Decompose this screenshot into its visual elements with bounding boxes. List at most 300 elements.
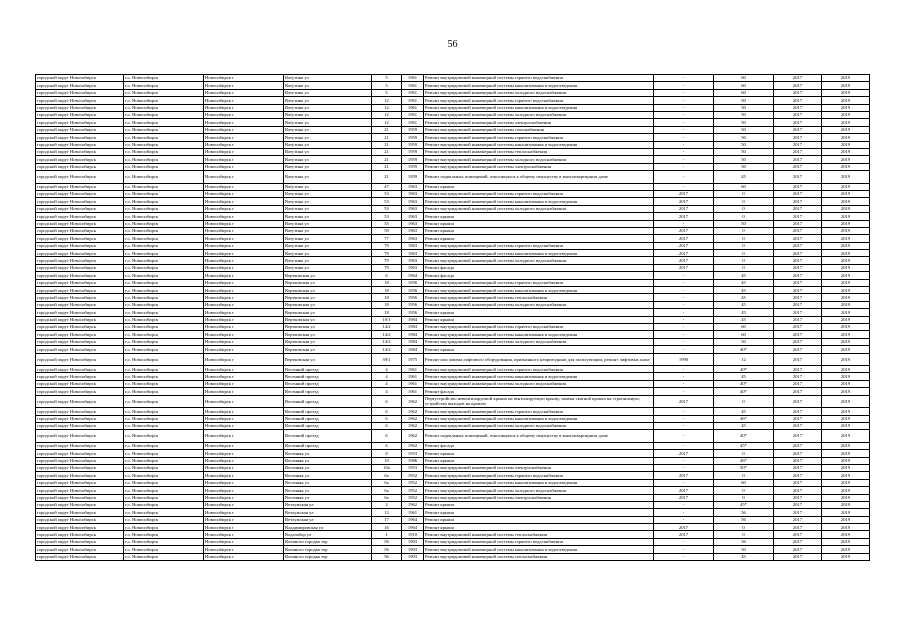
table-cell: Новосибирск г bbox=[204, 531, 284, 538]
table-cell: городской округ Новосибирск bbox=[36, 553, 124, 560]
table-cell: 2017 bbox=[774, 148, 822, 155]
table-cell: городской округ Новосибирск bbox=[36, 250, 124, 257]
table-cell: 45 bbox=[714, 279, 774, 286]
table-cell: 21 bbox=[372, 171, 402, 184]
table-cell: Новосибирск г bbox=[204, 89, 284, 96]
table-cell: 21 bbox=[372, 141, 402, 148]
table-cell: г.о. Новосибирск bbox=[124, 395, 204, 408]
table-cell: 2017 bbox=[654, 524, 714, 531]
table-cell: Ватутина ул bbox=[284, 257, 372, 264]
table-cell: г.о. Новосибирск bbox=[124, 294, 204, 301]
table-row bbox=[36, 272, 870, 279]
table-cell: Весенний проезд bbox=[284, 395, 372, 408]
table-cell: Новосибирск г bbox=[204, 148, 284, 155]
table-cell: 2017 bbox=[654, 198, 714, 205]
table-cell: Водозабор ул bbox=[284, 531, 372, 538]
table-cell: Весенний проезд bbox=[284, 415, 372, 422]
table-cell: Переустройство невентилируемой крыши на вентилируемую крышу, замена скатной кровли на стропильную, устройство выходов на кровлю bbox=[424, 395, 654, 408]
table-cell: Вертковская ул bbox=[284, 294, 372, 301]
table-cell: 1964 bbox=[402, 516, 424, 523]
table-cell: 59 bbox=[372, 227, 402, 234]
table-cell: 13 bbox=[372, 509, 402, 516]
table-cell: г.о. Новосибирск bbox=[124, 213, 204, 220]
table-cell: Ватутина ул bbox=[284, 82, 372, 89]
table-cell: Ремонт внутридомовой инженерной системы электроснабжения bbox=[424, 119, 654, 126]
table-cell: Новосибирск г bbox=[204, 227, 284, 234]
table-cell: г.о. Новосибирск bbox=[124, 141, 204, 148]
table-cell: 1964 bbox=[402, 272, 424, 279]
table-cell: 5 bbox=[372, 75, 402, 82]
table-cell: Вертковская ул bbox=[284, 279, 372, 286]
table-cell: 60 bbox=[714, 183, 774, 190]
table-cell: Ватутина ул bbox=[284, 242, 372, 249]
table-cell: 5 bbox=[372, 82, 402, 89]
table-cell: Весенняя ул bbox=[284, 457, 372, 464]
table-row bbox=[36, 531, 870, 538]
table-cell: Ремонт внутридомовой инженерной системы холодного водоснабжения bbox=[424, 338, 654, 345]
table-cell: 2019 bbox=[822, 395, 870, 408]
table-cell: 2017 bbox=[774, 190, 822, 197]
table-cell: - bbox=[654, 126, 714, 133]
table-cell: Ремонт крыши bbox=[424, 516, 654, 523]
table-cell: 1963 bbox=[402, 220, 424, 227]
table-cell: 0 bbox=[714, 472, 774, 479]
table-row bbox=[36, 316, 870, 323]
table-cell: Ремонт внутридомовой инженерной системы холодного водоснабжения bbox=[424, 257, 654, 264]
table-cell: 56 bbox=[714, 509, 774, 516]
table-cell: городской округ Новосибирск bbox=[36, 213, 124, 220]
table-cell: 2017 bbox=[774, 183, 822, 190]
table-cell: 60 bbox=[714, 89, 774, 96]
table-cell: 1963 bbox=[402, 213, 424, 220]
table-cell: 1961 bbox=[402, 111, 424, 118]
table-cell: г.о. Новосибирск bbox=[124, 183, 204, 190]
table-cell: 2017 bbox=[774, 119, 822, 126]
table-cell: 2017 bbox=[774, 250, 822, 257]
table-cell: Новосибирск г bbox=[204, 415, 284, 422]
table-row bbox=[36, 509, 870, 516]
table-cell: Новосибирск г bbox=[204, 141, 284, 148]
table-cell: - bbox=[654, 141, 714, 148]
table-cell: - bbox=[654, 82, 714, 89]
table-cell: 2017 bbox=[774, 264, 822, 271]
table-cell: 2017 bbox=[774, 227, 822, 234]
table-cell: 1984 bbox=[402, 338, 424, 345]
table-cell: 2017 bbox=[774, 213, 822, 220]
table-cell: 50 bbox=[714, 338, 774, 345]
table-cell: 2017 bbox=[774, 487, 822, 494]
table-cell: Ремонт внутридомовой инженерной системы теплоснабжения bbox=[424, 294, 654, 301]
table-cell: городской округ Новосибирск bbox=[36, 338, 124, 345]
table-cell: 1959 bbox=[402, 148, 424, 155]
table-cell: 1961 bbox=[402, 119, 424, 126]
table-cell: 1984 bbox=[402, 316, 424, 323]
table-cell: Ватутина ул bbox=[284, 183, 372, 190]
table-cell: Ремонт фасада bbox=[424, 264, 654, 271]
table-cell: 2017 bbox=[654, 395, 714, 408]
table-cell: г.о. Новосибирск bbox=[124, 472, 204, 479]
table-row bbox=[36, 366, 870, 373]
table-cell: Ремонт внутридомовой инженерной системы горячего водоснабжения bbox=[424, 279, 654, 286]
table-cell: г.о. Новосибирск bbox=[124, 257, 204, 264]
table-cell: 50 bbox=[714, 111, 774, 118]
table-cell: Новосибирск г bbox=[204, 287, 284, 294]
table-cell: 0 bbox=[714, 213, 774, 220]
table-row bbox=[36, 331, 870, 338]
table-cell: городской округ Новосибирск bbox=[36, 516, 124, 523]
table-cell: 1962 bbox=[402, 415, 424, 422]
table-row bbox=[36, 487, 870, 494]
table-cell: городской округ Новосибирск bbox=[36, 395, 124, 408]
table-row bbox=[36, 309, 870, 316]
table-cell: 2019 bbox=[822, 338, 870, 345]
table-cell: 2019 bbox=[822, 134, 870, 141]
table-cell: 2017 bbox=[654, 242, 714, 249]
table-cell: г.о. Новосибирск bbox=[124, 134, 204, 141]
table-cell: Ремонт внутридомовой инженерной системы холодного водоснабжения bbox=[424, 422, 654, 429]
table-cell: - bbox=[654, 119, 714, 126]
table-cell: Вертковская ул bbox=[284, 301, 372, 308]
table-cell: Новосибирск г bbox=[204, 516, 284, 523]
table-cell: г.о. Новосибирск bbox=[124, 104, 204, 111]
table-cell: 10 bbox=[372, 457, 402, 464]
table-cell: г.о. Новосибирск bbox=[124, 171, 204, 184]
table-cell: 0 bbox=[714, 487, 774, 494]
table-cell: 2017 bbox=[774, 509, 822, 516]
table-cell: Ремонт крыши bbox=[424, 183, 654, 190]
table-cell: г.о. Новосибирск bbox=[124, 373, 204, 380]
table-cell: городской округ Новосибирск bbox=[36, 111, 124, 118]
table-cell: 1984 bbox=[402, 324, 424, 331]
table-row bbox=[36, 104, 870, 111]
table-cell: г.о. Новосибирск bbox=[124, 75, 204, 82]
table-cell: г.о. Новосибирск bbox=[124, 148, 204, 155]
table-cell: 1961 bbox=[402, 89, 424, 96]
table-cell: 2017 bbox=[654, 205, 714, 212]
table-cell: Ремонт внутридомовой инженерной системы холодного водоснабжения bbox=[424, 205, 654, 212]
table-cell: 2019 bbox=[822, 235, 870, 242]
table-cell: 6 bbox=[372, 408, 402, 415]
table-cell: 1910 bbox=[402, 531, 424, 538]
table-cell: 1962 bbox=[402, 430, 424, 443]
table-cell: городской округ Новосибирск bbox=[36, 119, 124, 126]
table-cell: Новосибирск г bbox=[204, 501, 284, 508]
table-cell: Весенний проезд bbox=[284, 388, 372, 395]
table-cell: 2017 bbox=[654, 450, 714, 457]
table-cell: городской округ Новосибирск bbox=[36, 422, 124, 429]
table-cell: Ремонт внутридомовой инженерной системы канализования и водоотведения bbox=[424, 141, 654, 148]
table-row bbox=[36, 388, 870, 395]
table-cell: - bbox=[654, 501, 714, 508]
table-cell: 0 bbox=[714, 450, 774, 457]
table-row bbox=[36, 380, 870, 387]
table-row bbox=[36, 190, 870, 197]
table-cell: Вертковская ул bbox=[284, 353, 372, 366]
table-cell: городской округ Новосибирск bbox=[36, 171, 124, 184]
table-cell: Ремонт внутридомовой инженерной системы холодного водоснабжения bbox=[424, 487, 654, 494]
table-cell: 2019 bbox=[822, 287, 870, 294]
table-row bbox=[36, 183, 870, 190]
table-cell: 1956 bbox=[402, 301, 424, 308]
table-cell: Ватутина ул bbox=[284, 264, 372, 271]
table-cell: Новосибирск г bbox=[204, 487, 284, 494]
table-cell: - bbox=[654, 346, 714, 353]
table-cell: Ремонт внутридомовой инженерной системы канализования и водоотведения bbox=[424, 331, 654, 338]
table-cell: 2019 bbox=[822, 97, 870, 104]
table-cell: 2019 bbox=[822, 89, 870, 96]
table-row bbox=[36, 119, 870, 126]
table-cell: городской округ Новосибирск bbox=[36, 479, 124, 486]
table-cell: 2017 bbox=[774, 126, 822, 133]
table-cell: 0 bbox=[714, 198, 774, 205]
table-cell: городской округ Новосибирск bbox=[36, 415, 124, 422]
table-cell: 45 bbox=[714, 309, 774, 316]
table-body bbox=[36, 75, 870, 561]
table-cell: - bbox=[654, 287, 714, 294]
table-cell: 2017 bbox=[654, 257, 714, 264]
table-cell: Весенняя ул bbox=[284, 464, 372, 471]
table-cell: 2017 bbox=[774, 309, 822, 316]
table-cell: 12 bbox=[714, 353, 774, 366]
table-cell: Ремонт внутридомовой инженерной системы холодного водоснабжения bbox=[424, 89, 654, 96]
table-cell: 56 bbox=[714, 516, 774, 523]
table-cell: г.о. Новосибирск bbox=[124, 235, 204, 242]
table-cell: 1963 bbox=[402, 242, 424, 249]
table-row bbox=[36, 415, 870, 422]
table-cell: - bbox=[654, 415, 714, 422]
table-cell: 14/2 bbox=[372, 338, 402, 345]
table-cell: - bbox=[654, 388, 714, 395]
table-cell: г.о. Новосибирск bbox=[124, 450, 204, 457]
table-row bbox=[36, 395, 870, 408]
table-cell: 4 bbox=[372, 373, 402, 380]
table-cell: 0 bbox=[714, 257, 774, 264]
table-cell: - bbox=[654, 464, 714, 471]
table-cell: 2017 bbox=[774, 104, 822, 111]
table-cell: Ватутина ул bbox=[284, 250, 372, 257]
table-cell: городской округ Новосибирск bbox=[36, 430, 124, 443]
table-cell: 1956 bbox=[402, 309, 424, 316]
table-cell: 1952 bbox=[402, 487, 424, 494]
table-cell: 1961 bbox=[402, 373, 424, 380]
table-cell: Новосибирск г bbox=[204, 338, 284, 345]
table-row bbox=[36, 472, 870, 479]
table-cell: Владимировская ул bbox=[284, 524, 372, 531]
table-cell: 2019 bbox=[822, 422, 870, 429]
table-cell: г.о. Новосибирск bbox=[124, 457, 204, 464]
table-cell: 2019 bbox=[822, 531, 870, 538]
table-cell: г.о. Новосибирск bbox=[124, 287, 204, 294]
table-cell: Ватутина ул bbox=[284, 119, 372, 126]
table-cell: - bbox=[654, 373, 714, 380]
table-cell: 1903 bbox=[402, 538, 424, 545]
table-cell: Военного городка тер bbox=[284, 553, 372, 560]
table-cell: 1956 bbox=[402, 279, 424, 286]
table-cell: 1962 bbox=[402, 408, 424, 415]
table-cell: 2017 bbox=[774, 235, 822, 242]
table-cell: 50 bbox=[714, 126, 774, 133]
table-cell: городской округ Новосибирск bbox=[36, 294, 124, 301]
table-cell: Ремонт внутридомовой инженерной системы канализования и водоотведения bbox=[424, 82, 654, 89]
table-cell: 21 bbox=[372, 163, 402, 170]
table-row bbox=[36, 126, 870, 133]
table-cell: городской округ Новосибирск bbox=[36, 301, 124, 308]
table-cell: 2017 bbox=[654, 190, 714, 197]
table-cell: Ремонт внутридомовой инженерной системы горячего водоснабжения bbox=[424, 75, 654, 82]
table-cell: 2017 bbox=[774, 111, 822, 118]
table-cell: Новосибирск г bbox=[204, 464, 284, 471]
table-cell: г.о. Новосибирск bbox=[124, 346, 204, 353]
table-cell: Новосибирск г bbox=[204, 198, 284, 205]
table-cell: Ремонт внутридомовой инженерной системы электроснабжения bbox=[424, 464, 654, 471]
table-cell: 45 bbox=[714, 373, 774, 380]
table-cell: Военного городка тер bbox=[284, 538, 372, 545]
table-cell: Ремонт крыши bbox=[424, 450, 654, 457]
table-cell: 0 bbox=[714, 227, 774, 234]
table-cell: 2019 bbox=[822, 141, 870, 148]
table-cell: 2017 bbox=[654, 472, 714, 479]
table-cell: - bbox=[654, 509, 714, 516]
table-cell: Ремонт внутридомовой инженерной системы горячего водоснабжения bbox=[424, 538, 654, 545]
table-cell: 53 bbox=[372, 190, 402, 197]
table-cell: - bbox=[654, 97, 714, 104]
table-cell: г.о. Новосибирск bbox=[124, 309, 204, 316]
table-cell: 2017 bbox=[774, 279, 822, 286]
table-cell: 2017 bbox=[774, 450, 822, 457]
table-cell: - bbox=[654, 156, 714, 163]
table-cell: - bbox=[654, 316, 714, 323]
table-cell: 2017 bbox=[774, 97, 822, 104]
table-cell: 50 bbox=[714, 134, 774, 141]
table-cell: 2017 bbox=[774, 395, 822, 408]
table-cell: Ремонт внутридомовой инженерной системы холодного водоснабжения bbox=[424, 380, 654, 387]
table-cell: 2019 bbox=[822, 250, 870, 257]
table-cell: 50 bbox=[714, 220, 774, 227]
table-cell: Новосибирск г bbox=[204, 450, 284, 457]
table-cell: - bbox=[654, 380, 714, 387]
table-cell: 14/2 bbox=[372, 346, 402, 353]
table-cell: 2017 bbox=[774, 531, 822, 538]
table-cell: городской округ Новосибирск bbox=[36, 220, 124, 227]
table-cell: городской округ Новосибирск bbox=[36, 148, 124, 155]
table-cell: Ватутина ул bbox=[284, 134, 372, 141]
table-cell: Ветлужская ул bbox=[284, 516, 372, 523]
table-cell: 2019 bbox=[822, 126, 870, 133]
table-cell: Ремонт внутридомовой инженерной системы холодного водоснабжения bbox=[424, 111, 654, 118]
table-row bbox=[36, 156, 870, 163]
table-cell: 2017 bbox=[774, 353, 822, 366]
table-cell: Новосибирск г bbox=[204, 294, 284, 301]
table-cell: 2019 bbox=[822, 163, 870, 170]
table-cell: городской округ Новосибирск bbox=[36, 163, 124, 170]
table-cell: Новосибирск г bbox=[204, 422, 284, 429]
table-cell: г.о. Новосибирск bbox=[124, 190, 204, 197]
table-cell: Ветлужская ул bbox=[284, 509, 372, 516]
table-cell: 6а bbox=[372, 472, 402, 479]
table-cell: г.о. Новосибирск bbox=[124, 494, 204, 501]
table-cell: 1952 bbox=[402, 494, 424, 501]
table-cell: Новосибирск г bbox=[204, 457, 284, 464]
table-cell: Ватутина ул bbox=[284, 235, 372, 242]
table-row bbox=[36, 538, 870, 545]
table-cell: Ремонт внутридомовой инженерной системы холодного водоснабжения bbox=[424, 156, 654, 163]
table-cell: г.о. Новосибирск bbox=[124, 509, 204, 516]
table-cell: Ремонт крыши bbox=[424, 524, 654, 531]
table-cell: городской округ Новосибирск bbox=[36, 242, 124, 249]
table-cell: Ремонт или замена лифтового оборудования, признанного непригодным для эксплуатации, ремонт лифтовых шахт bbox=[424, 353, 654, 366]
table-cell: 1953 bbox=[402, 450, 424, 457]
table-cell: г.о. Новосибирск bbox=[124, 430, 204, 443]
table-cell: - bbox=[654, 183, 714, 190]
table-cell: Весенняя ул bbox=[284, 479, 372, 486]
table-cell: 1975 bbox=[402, 353, 424, 366]
table-cell: 2017 bbox=[774, 220, 822, 227]
table-cell: 1962 bbox=[402, 395, 424, 408]
table-cell: г.о. Новосибирск bbox=[124, 553, 204, 560]
table-cell: 2019 bbox=[822, 415, 870, 422]
table-row bbox=[36, 235, 870, 242]
table-cell: 2017 bbox=[774, 141, 822, 148]
table-row bbox=[36, 442, 870, 449]
table-cell: - bbox=[654, 272, 714, 279]
table-cell: г.о. Новосибирск bbox=[124, 516, 204, 523]
table-cell: городской округ Новосибирск bbox=[36, 316, 124, 323]
table-cell: 1962 bbox=[402, 501, 424, 508]
table-row bbox=[36, 422, 870, 429]
table-cell: Ремонт внутридомовой инженерной системы теплоснабжения bbox=[424, 531, 654, 538]
table-cell: Новосибирск г bbox=[204, 324, 284, 331]
table-cell: Новосибирск г bbox=[204, 442, 284, 449]
table-cell: Ремонт подвальных помещений, относящихся к общему имуществу в многоквартирном доме bbox=[424, 430, 654, 443]
table-cell: 1961 bbox=[402, 509, 424, 516]
table-cell: 5 bbox=[372, 89, 402, 96]
table-cell: Ремонт крыши bbox=[424, 509, 654, 516]
table-cell: 1959 bbox=[402, 163, 424, 170]
table-row bbox=[36, 250, 870, 257]
table-cell: 2 bbox=[372, 501, 402, 508]
table-cell: 2019 bbox=[822, 279, 870, 286]
table-cell: 2017 bbox=[654, 264, 714, 271]
table-cell: 2019 bbox=[822, 331, 870, 338]
table-cell: городской округ Новосибирск bbox=[36, 126, 124, 133]
table-cell: городской округ Новосибирск bbox=[36, 538, 124, 545]
table-cell: 45 bbox=[714, 287, 774, 294]
table-cell: Весенняя ул bbox=[284, 494, 372, 501]
table-cell: 0 bbox=[714, 264, 774, 271]
table-cell: 1959 bbox=[402, 134, 424, 141]
table-cell: 2017 bbox=[774, 287, 822, 294]
table-cell: 2017 bbox=[774, 472, 822, 479]
table-cell: 2019 bbox=[822, 479, 870, 486]
table-cell: 50 bbox=[714, 97, 774, 104]
table-cell: Ремонт внутридомовой инженерной системы канализования и водоотведения bbox=[424, 373, 654, 380]
table-cell: 2017 bbox=[774, 242, 822, 249]
table-cell: Ватутина ул bbox=[284, 148, 372, 155]
table-cell: Новосибирск г bbox=[204, 242, 284, 249]
table-cell: - bbox=[654, 442, 714, 449]
table-cell: - bbox=[654, 104, 714, 111]
table-cell: 50* bbox=[714, 464, 774, 471]
table-cell: г.о. Новосибирск bbox=[124, 89, 204, 96]
table-cell: 2017 bbox=[654, 235, 714, 242]
table-cell: Ватутина ул bbox=[284, 213, 372, 220]
table-cell: Ремонт внутридомовой инженерной системы горячего водоснабжения bbox=[424, 472, 654, 479]
table-cell: 2019 bbox=[822, 524, 870, 531]
table-cell: Ремонт фасада bbox=[424, 442, 654, 449]
table-cell: городской округ Новосибирск bbox=[36, 287, 124, 294]
table-cell: 2019 bbox=[822, 156, 870, 163]
table-cell: Новосибирск г bbox=[204, 134, 284, 141]
